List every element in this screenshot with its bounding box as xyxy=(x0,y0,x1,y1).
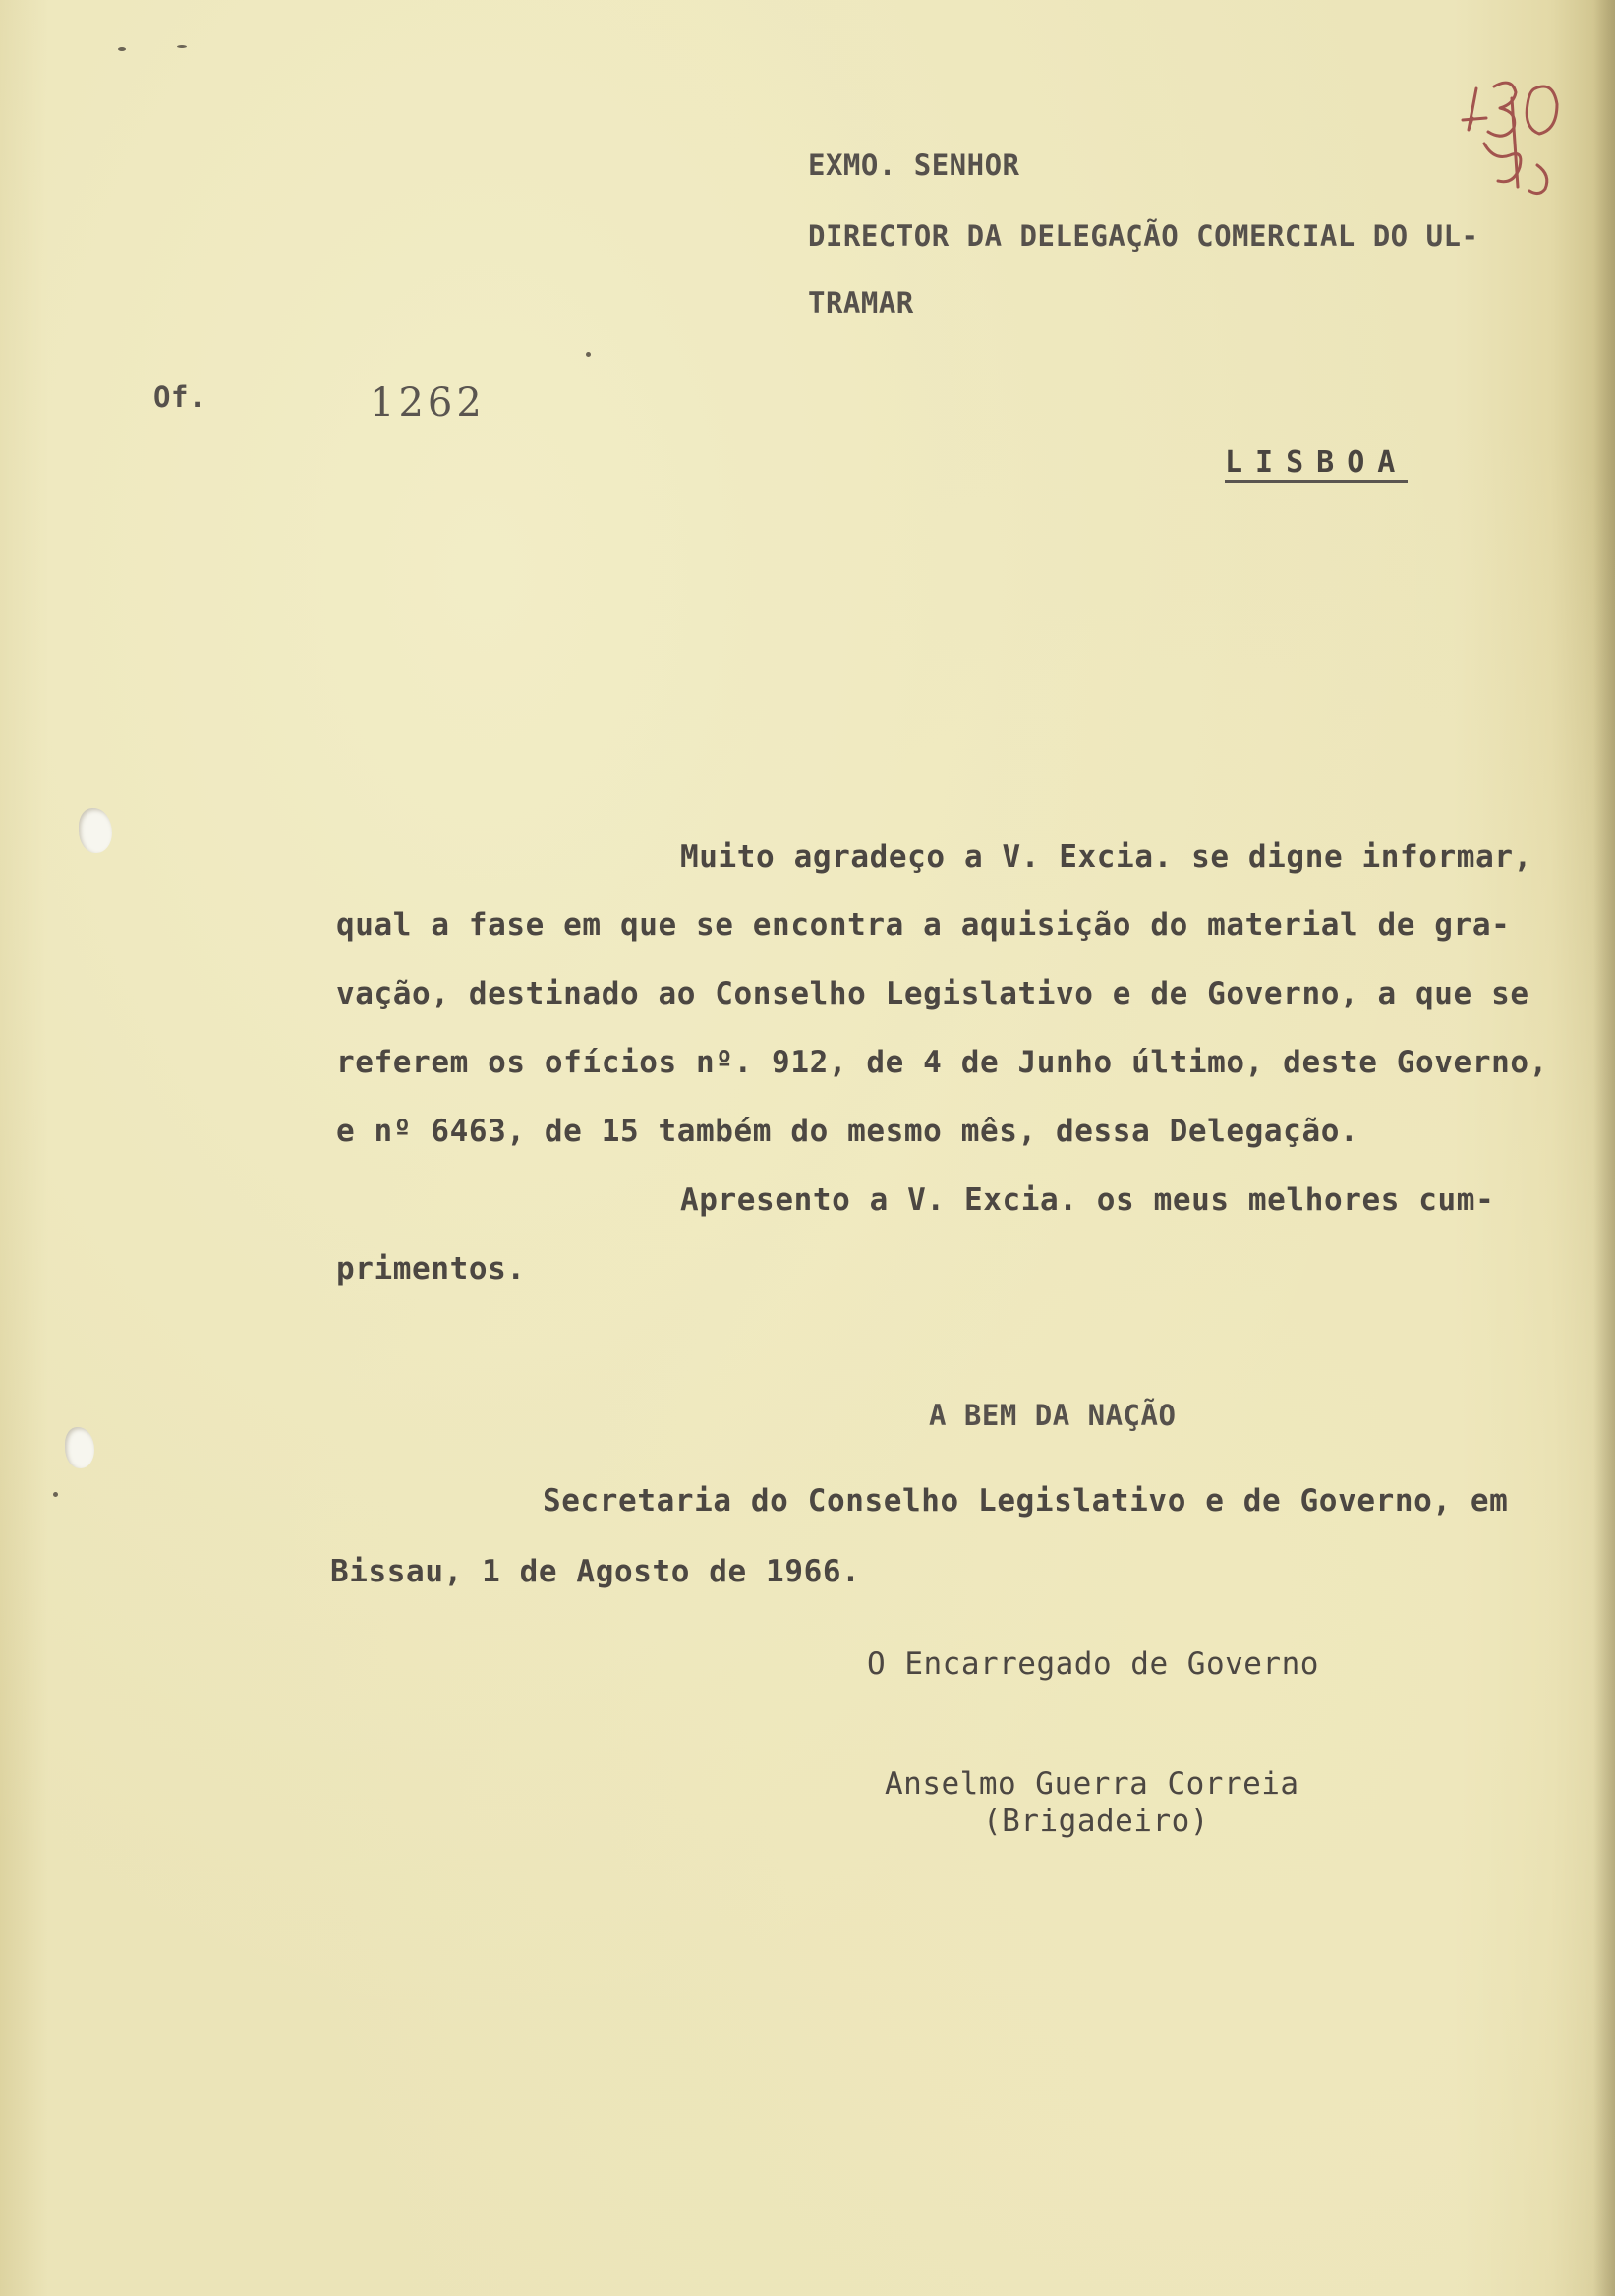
punch-hole-bottom xyxy=(65,1427,94,1468)
paper-speck xyxy=(118,47,126,51)
reference-number: 1262 xyxy=(370,380,486,426)
addressee-city: LISBOA xyxy=(1225,448,1408,483)
punch-hole-top xyxy=(79,808,112,853)
body-line-6: Apresento a V. Excia. os meus melhores cum- xyxy=(680,1182,1495,1218)
body-line-4: referem os ofícios nº. 912, de 4 de Junho último, deste Governo, xyxy=(336,1045,1548,1080)
paper-speck xyxy=(586,352,591,357)
addressee-salutation: EXMO. SENHOR xyxy=(808,148,1020,182)
signatory-role: O Encarregado de Governo xyxy=(867,1646,1319,1682)
body-line-2: qual a fase em que se encontra a aquisição do material de gra- xyxy=(336,907,1511,943)
addressee-title-continuation: TRAMAR xyxy=(808,286,914,319)
signatory-name: Anselmo Guerra Correia xyxy=(885,1766,1299,1802)
body-line-5: e nº 6463, de 15 também do mesmo mês, dessa Delegação. xyxy=(336,1114,1359,1149)
body-line-1: Muito agradeço a V. Excia. se digne informar, xyxy=(680,839,1532,875)
signatory-rank: (Brigadeiro) xyxy=(983,1804,1209,1839)
paper-speck xyxy=(53,1492,58,1497)
paper-speck xyxy=(177,45,187,48)
closing-place-line-1: Secretaria do Conselho Legislativo e de Governo, em xyxy=(543,1483,1509,1519)
handwritten-archive-number xyxy=(1455,59,1583,206)
body-line-7: primentos. xyxy=(336,1251,526,1287)
closing-place-line-2: Bissau, 1 de Agosto de 1966. xyxy=(330,1554,861,1589)
paper-edge-shadow xyxy=(1593,0,1615,2296)
reference-label: Of. xyxy=(153,380,206,414)
body-line-3: vação, destinado ao Conselho Legislativo e de Governo, a que se xyxy=(336,976,1529,1011)
addressee-title-line: DIRECTOR DA DELEGAÇÃO COMERCIAL DO UL- xyxy=(808,219,1479,253)
closing-motto: A BEM DA NAÇÃO xyxy=(929,1399,1177,1432)
